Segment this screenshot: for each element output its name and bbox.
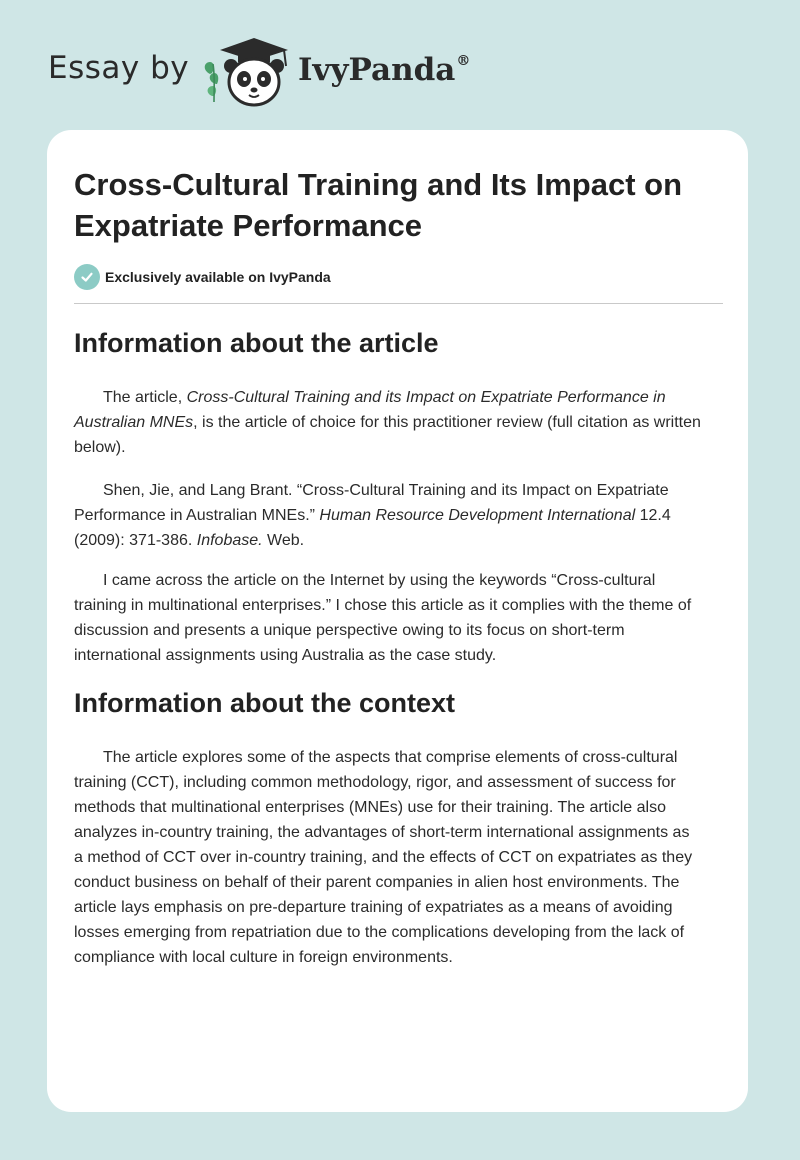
section-heading-context-info: Information about the context xyxy=(74,688,455,718)
essay-card xyxy=(47,130,748,1112)
brand-name[interactable] xyxy=(298,52,470,88)
paragraph-context: The article explores some of the aspects that comprise elements of cross-cultural training (CCT), including common methodology, rigor, and assessment of success for methods that multinational enterprises (MNEs) use for their training. The article also analyzes in-country training, the advantages of short-term international assignments as a method of CCT over in-country training, and the effects of CCT on expatriates as they conduct business on behalf of their parent companies in alien host environments. The article lays emphasis on pre-departure training of expatriates as a means of avoiding losses emerging from repatriation due to the complications developing from the lack of compliance with local culture in foreign environments. xyxy=(74,749,693,966)
text: 12.4 (2009): 371-386. xyxy=(74,507,671,549)
divider xyxy=(74,303,723,304)
text: Web. xyxy=(262,532,305,549)
ivypanda-logo-icon[interactable] xyxy=(200,36,292,108)
checkmark-icon xyxy=(74,264,100,290)
text: Shen, Jie, and Lang Brant. “Cross-Cultural Training and its Impact on Expatriate Performance in Australian MNEs.” xyxy=(74,482,669,524)
site-header xyxy=(0,0,800,130)
registered-mark: ® xyxy=(456,52,471,69)
essay-title: Cross-Cultural Training and Its Impact on Expatriate Performance xyxy=(74,167,683,243)
text: , is the article of choice for this practitioner review (full citation as written below). xyxy=(74,414,701,456)
section-heading-article-info: Information about the article xyxy=(74,328,439,358)
paragraph-citation xyxy=(74,478,702,553)
article-title-italic: Cross-Cultural Training and its Impact on Expatriate Performance in Australian MNEs xyxy=(74,389,666,431)
exclusive-badge xyxy=(74,263,331,291)
journal-name-italic: Human Resource Development International xyxy=(319,507,636,524)
exclusive-label: Exclusively available on IvyPanda xyxy=(105,269,331,285)
essay-by-label: Essay by xyxy=(48,50,190,86)
paragraph-article-choice xyxy=(74,385,702,460)
brand-name-text: IvyPanda xyxy=(298,52,456,88)
paragraph-discovery: I came across the article on the Internet by using the keywords “Cross-cultural training in multinational enterprises.” I chose this article as it complies with the theme of discussion and presents a unique perspective owing to its focus on short-term international assignments using Australia as the case study. xyxy=(74,572,692,664)
text: The article, xyxy=(103,389,187,406)
database-name-italic: Infobase. xyxy=(196,532,263,549)
